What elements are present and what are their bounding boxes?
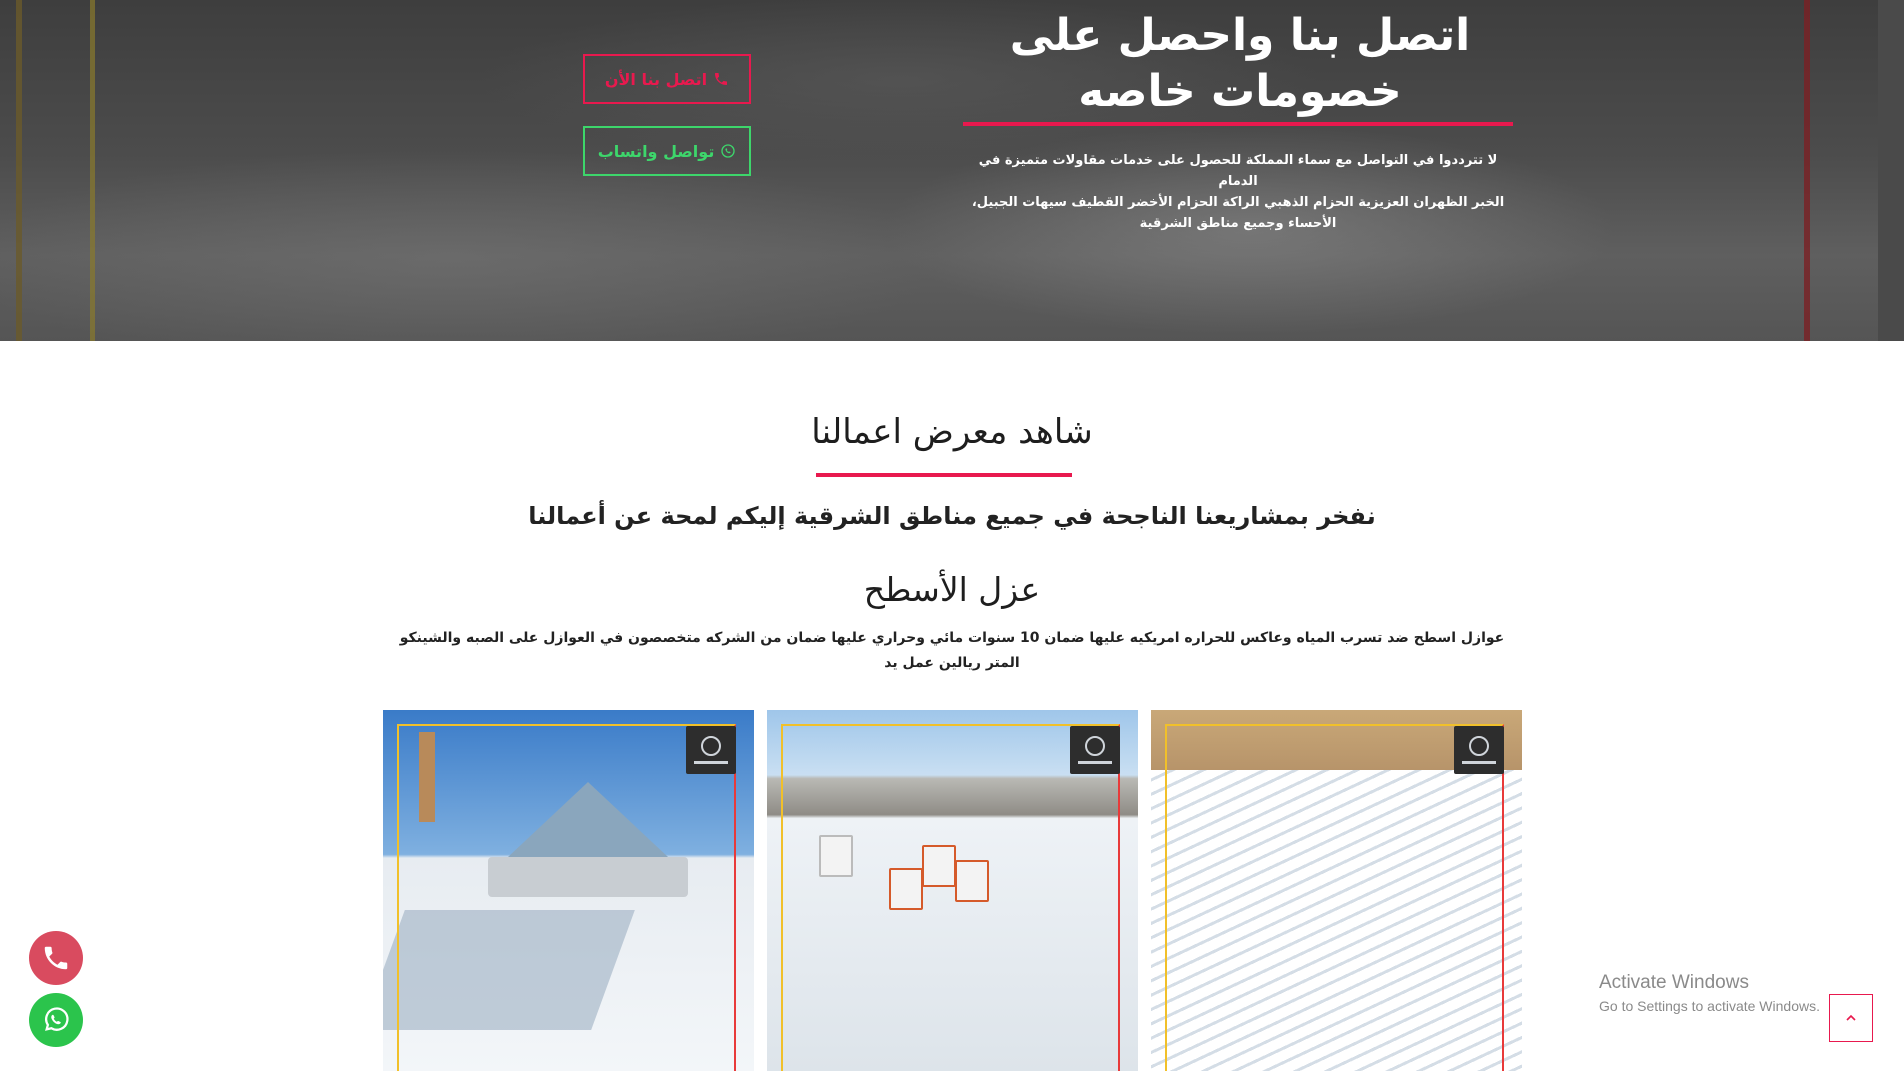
hero-title-line: اتصل بنا واحصل على [1009,10,1471,61]
phone-icon [713,71,729,87]
category-description-line: المتر ريالين عمل يد [884,655,1020,671]
floating-call-button[interactable] [29,931,83,985]
photo-frame [1165,724,1504,1071]
activation-line: Activate Windows [1599,972,1749,993]
hero-description [968,150,1508,234]
category-description [392,626,1512,676]
whatsapp-button[interactable] [583,126,751,176]
whatsapp-label: تواصل واتساب [597,141,715,161]
hero-description-line: الخبر الظهران العزيزية الحزام الذهبي الراكة الحزام الأخضر القطيف سيهات الجبيل، [971,195,1505,210]
hero-title-line: خصومات خاصه [1078,66,1402,117]
gallery-photo-skylight-roof[interactable] [383,710,754,1071]
category-description-line: عوازل اسطح ضد تسرب المياه وعاكس للحراره امريكيه عليها ضمان 10 سنوات مائي وحراري عليها ضمان من الشركه متخصصون في العوازل على الصبه والشينكو [399,630,1505,646]
call-now-button[interactable] [583,54,751,104]
hero-title [960,8,1520,120]
background-pole [16,0,22,341]
windows-activation-watermark [1599,972,1820,1014]
gallery-title: شاهد معرض اعمالنا [811,412,1093,452]
hero-divider [963,122,1513,126]
background-pole [1804,0,1810,341]
activation-line: Go to Settings to activate Windows. [1599,998,1820,1014]
whatsapp-icon [41,1005,71,1035]
hero-description-line: لا تترددوا في التواصل مع سماء المملكة للحصول على خدمات مقاولات متميزة في الدمام [978,153,1498,189]
company-logo-badge [1070,726,1120,774]
gallery-photo-roof-buckets[interactable] [767,710,1138,1071]
gallery-photo-metal-roof[interactable] [1151,710,1522,1071]
contact-hero [0,0,1904,341]
chevron-up-icon [1843,1010,1859,1026]
company-logo-badge [686,726,736,774]
category-title: عزل الأسطح [863,570,1041,609]
whatsapp-icon [720,143,736,159]
background-pole [90,0,95,341]
floating-whatsapp-button[interactable] [29,993,83,1047]
gallery-divider [816,473,1072,477]
background-edge [1878,0,1904,341]
call-now-label: اتصل بنا الأن [604,69,708,89]
hero-description-line: الأحساء وجميع مناطق الشرقية [1139,216,1337,231]
photo-frame [781,724,1120,1071]
company-logo-badge [1454,726,1504,774]
phone-icon [41,943,71,973]
gallery-subtitle: نفخر بمشاريعنا الناجحة في جميع مناطق الشرقية إليكم لمحة عن أعمالنا [528,502,1376,530]
photo-frame [397,724,736,1071]
scroll-to-top-button[interactable] [1829,994,1873,1042]
